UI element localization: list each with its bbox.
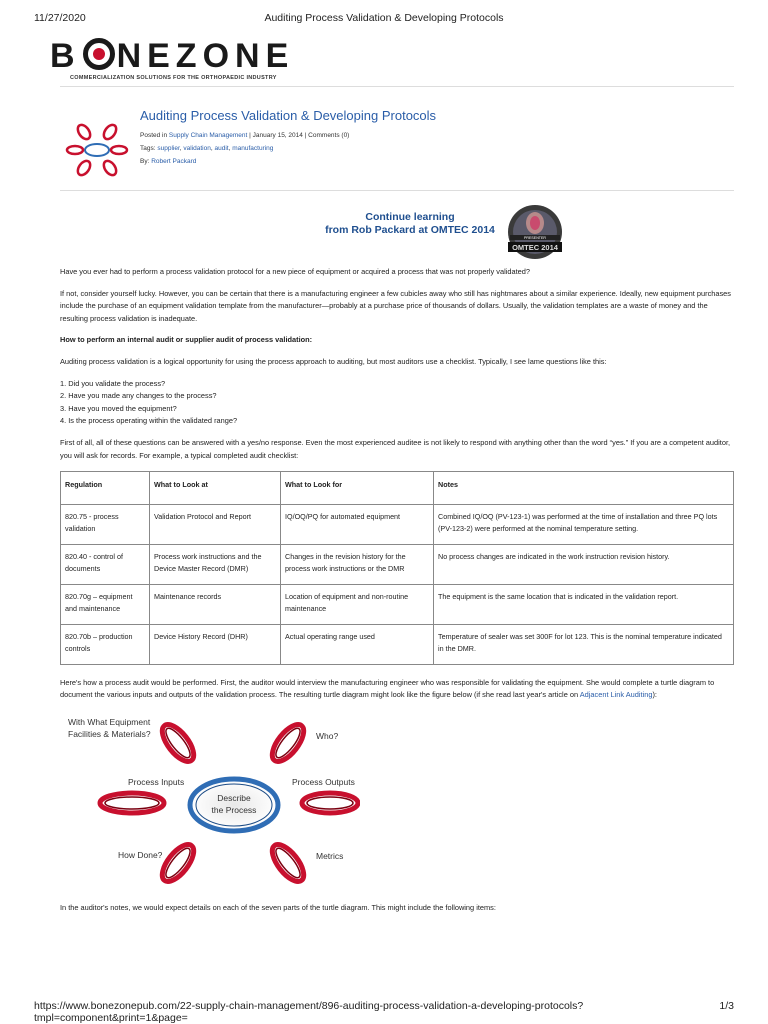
logo-wordmark: B NEZONE bbox=[50, 37, 295, 75]
tag-link[interactable]: validation bbox=[183, 145, 211, 152]
print-title: Auditing Process Validation & Developing Protocols bbox=[264, 12, 504, 24]
article-meta bbox=[140, 129, 734, 168]
author-line: By: Robert Packard bbox=[140, 158, 197, 165]
label-center-1: Describe bbox=[217, 792, 251, 803]
print-header bbox=[34, 12, 734, 26]
svg-text:OMTEC 2014: OMTEC 2014 bbox=[512, 243, 558, 252]
adjacent-link-auditing-link[interactable]: Adjacent Link Auditing bbox=[579, 690, 653, 700]
label-center-2: the Process bbox=[211, 804, 257, 815]
table-cell: 820.70g – equipment and maintenance bbox=[61, 584, 150, 624]
table-cell: Maintenance records bbox=[150, 584, 281, 624]
paragraph: If not, consider yourself lucky. However, you can be certain that there is a manufacturing engineer a few cubicles away who still has nightmares about a similar experience. Ideally, new equipment purchases include the purchase of an equipment validation template from the manufacturer—probably at a purchase price of thousands of dollars. Usually, the validation templates are a waste of money and the resulting process validation is inadequate. bbox=[60, 288, 731, 323]
table-cell: Combined IQ/OQ (PV-123-1) was performed at the time of installation and three PQ lots (PV-123-2) were performed at the nominal temperature setting. bbox=[434, 504, 734, 544]
table-row bbox=[61, 584, 734, 624]
table-cell: Validation Protocol and Report bbox=[150, 504, 281, 544]
table-cell: The equipment is the same location that is indicated in the validation report. bbox=[434, 584, 734, 624]
label-equipment-1: With What Equipment bbox=[68, 716, 151, 727]
article-header bbox=[60, 108, 734, 192]
column-header: What to Look for bbox=[281, 472, 434, 505]
label-inputs: Process Inputs bbox=[128, 776, 185, 787]
category-link[interactable]: Supply Chain Management bbox=[168, 132, 248, 139]
label-metrics: Metrics bbox=[316, 850, 344, 861]
question-item: 4. Is the process operating within the validated range? bbox=[60, 416, 238, 426]
author-link[interactable]: Robert Packard bbox=[151, 158, 197, 165]
paragraph: First of all, all of these questions can be answered with a yes/no response. Even the most experienced auditee is not likely to respond with anything other than the word “yes.” If you are a competent auditor, you will ask for records. For example, a typical completed audit checklist: bbox=[60, 437, 731, 460]
section-heading: How to perform an internal audit or supplier audit of process validation: bbox=[60, 335, 313, 345]
paragraph: Auditing process validation is a logical opportunity for using the process approach to auditing, but most auditors use a checklist. Typically, I see lame questions like this: bbox=[60, 356, 607, 366]
article-body bbox=[60, 266, 734, 924]
logo-tagline: COMMERCIALIZATION SOLUTIONS FOR THE ORTHOPAEDIC INDUSTRY bbox=[70, 75, 277, 81]
column-header: Regulation bbox=[61, 472, 150, 505]
logo-o-icon bbox=[83, 38, 115, 70]
label-equipment-2: Facilities & Materials? bbox=[68, 728, 151, 739]
paragraph: Have you ever had to perform a process validation protocol for a new piece of equipment or acquired a process that was not properly validated? bbox=[60, 267, 530, 276]
paragraph: In the auditor's notes, we would expect details on each of the seven parts of the turtle diagram. This might include the following items: bbox=[60, 903, 496, 913]
question-item: 2. Have you made any changes to the process? bbox=[60, 391, 217, 401]
ring-equipment bbox=[157, 719, 200, 766]
posted-line: Posted in Supply Chain Management | January 15, 2014 | Comments (0) bbox=[140, 132, 350, 139]
table-cell: Actual operating range used bbox=[281, 624, 434, 664]
divider bbox=[60, 190, 734, 191]
table-cell: 820.70b – production controls bbox=[61, 624, 150, 664]
article-title: Auditing Process Validation & Developing Protocols bbox=[140, 108, 437, 123]
omtec-badge-icon bbox=[502, 203, 568, 261]
article-thumbnail-icon bbox=[60, 118, 134, 182]
tag-link[interactable]: supplier bbox=[157, 145, 180, 152]
page-url: https://www.bonezonepub.com/22-supply-chain-management/896-auditing-process-validation-a-developing-protocols?tmpl=component&print=1&page= bbox=[34, 1000, 584, 1024]
print-date: 11/27/2020 bbox=[34, 12, 86, 24]
table-row bbox=[61, 544, 734, 584]
table-cell: 820.40 - control of documents bbox=[61, 544, 150, 584]
label-how: How Done? bbox=[118, 849, 163, 860]
promo-text: Continue learning from Rob Packard at OMTEC 2014 bbox=[325, 211, 495, 236]
ring-metrics bbox=[267, 839, 310, 886]
ring-inputs bbox=[100, 793, 164, 813]
table-row bbox=[61, 504, 734, 544]
table-cell: Changes in the revision history for the process work instructions or the DMR bbox=[281, 544, 434, 584]
tags-line: Tags: supplier, validation, audit, manufacturing bbox=[140, 145, 274, 152]
turtle-diagram bbox=[60, 711, 734, 903]
table-cell: Device History Record (DHR) bbox=[150, 624, 281, 664]
table-cell: 820.75 - process validation bbox=[61, 504, 150, 544]
page-number: 1/3 bbox=[719, 1000, 734, 1012]
question-item: 3. Have you moved the equipment? bbox=[60, 403, 177, 413]
label-outputs: Process Outputs bbox=[292, 776, 355, 787]
ring-how bbox=[157, 839, 200, 886]
tag-link[interactable]: manufacturing bbox=[232, 145, 274, 152]
table-row bbox=[61, 624, 734, 664]
ring-who bbox=[267, 719, 310, 766]
audit-checklist-table bbox=[60, 471, 734, 665]
svg-text:PRESENTER: PRESENTER bbox=[524, 236, 546, 240]
table-cell: Temperature of sealer was set 300F for lot 123. This is the nominal temperature indicated in the DMR. bbox=[434, 624, 734, 664]
label-who: Who? bbox=[316, 730, 339, 741]
divider bbox=[60, 86, 734, 87]
question-item: 1. Did you validate the process? bbox=[60, 378, 166, 388]
column-header: What to Look at bbox=[150, 472, 281, 505]
table-cell: IQ/OQ/PQ for automated equipment bbox=[281, 504, 434, 544]
question-list bbox=[60, 378, 734, 428]
table-cell: No process changes are indicated in the work instruction revision history. bbox=[434, 544, 734, 584]
turtle-diagram-figure bbox=[60, 713, 360, 898]
table-header-row bbox=[61, 472, 734, 505]
tag-link[interactable]: audit bbox=[214, 145, 229, 152]
table-cell: Process work instructions and the Device Master Record (DMR) bbox=[150, 544, 281, 584]
omtec-promo-banner[interactable] bbox=[320, 203, 580, 261]
ring-outputs bbox=[302, 793, 358, 813]
column-header: Notes bbox=[434, 472, 734, 505]
bonezone-logo[interactable] bbox=[50, 38, 295, 81]
table-cell: Location of equipment and non-routine maintenance bbox=[281, 584, 434, 624]
print-footer bbox=[34, 1000, 734, 1024]
paragraph: Here's how a process audit would be performed. First, the auditor would interview the manufacturing engineer who was responsible for validating the equipment. She would complete a turtle diagram to document the various inputs and outputs of the validation process. The resulting turtle diagram might look like the figure below (if she read last year's article on Adjacent Link Auditing): bbox=[60, 677, 715, 700]
